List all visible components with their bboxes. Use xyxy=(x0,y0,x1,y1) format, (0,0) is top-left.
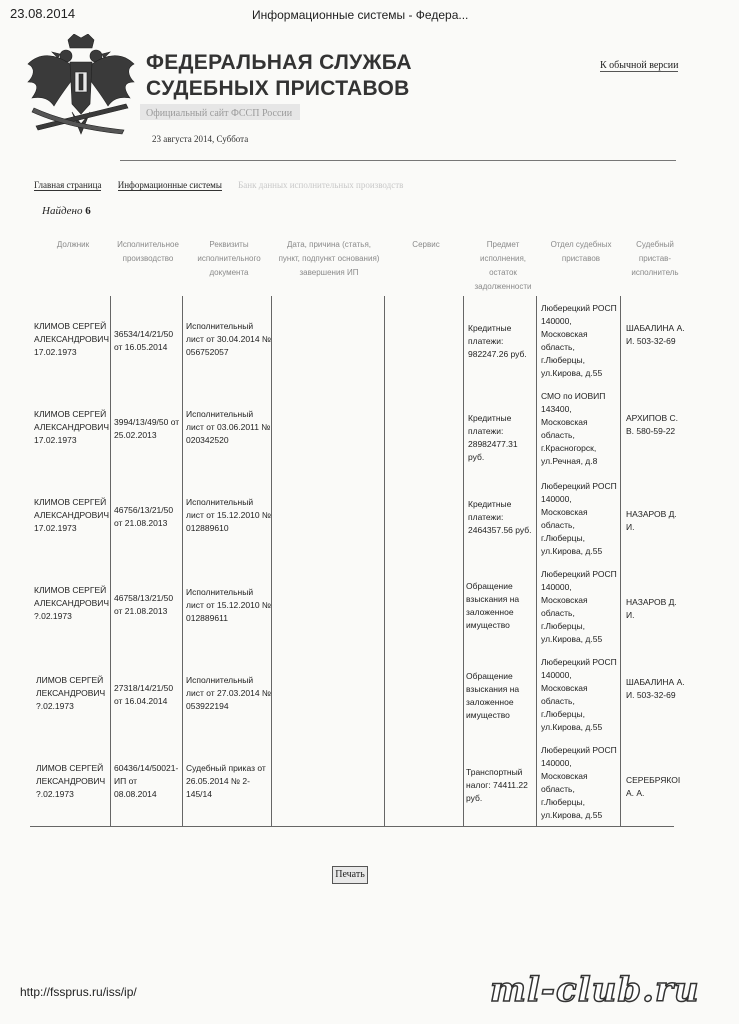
subject-cell: Обращение взыскания на заложенное имущество xyxy=(466,581,520,630)
column-header-completion: Дата, причина (статья, пункт, подпункт основания) завершения ИП xyxy=(278,240,380,277)
column-divider xyxy=(182,296,183,826)
document-cell: Исполнительный лист от 03.06.2011 № 020342520 xyxy=(186,409,271,445)
organization-name-line-2: СУДЕБНЫХ ПРИСТАВОВ xyxy=(146,77,410,100)
department-cell: Люберецкий РОСП 140000, Московская область, г.Люберцы, ул.Кирова, д.55 xyxy=(541,569,617,644)
breadcrumb xyxy=(34,180,417,190)
debtor-cell: ЛИМОВ СЕРГЕЙ ЛЕКСАНДРОВИЧ ?.02.1973 xyxy=(36,675,106,711)
organization-name-line-1: ФЕДЕРАЛЬНАЯ СЛУЖБА xyxy=(146,51,412,74)
proceeding-cell: 3994/13/49/50 от 25.02.2013 xyxy=(114,417,180,440)
department-cell: Люберецкий РОСП 140000, Московская область, г.Люберцы, ул.Кирова, д.55 xyxy=(541,657,617,732)
proceeding-cell: 46758/13/21/50 от 21.08.2013 xyxy=(114,593,174,616)
print-page-title: Информационные системы - Федера... xyxy=(252,8,469,22)
department-cell: Люберецкий РОСП 140000, Московская область, г.Люберцы, ул.Кирова, д.55 xyxy=(541,303,617,378)
debtor-cell: КЛИМОВ СЕРГЕЙ АЛЕКСАНДРОВИЧ ?.02.1973 xyxy=(34,585,110,621)
subject-cell: Кредитные платежи: 982247.26 руб. xyxy=(468,323,527,359)
results-count-value: 6 xyxy=(85,205,91,217)
print-button[interactable]: Печать xyxy=(332,866,368,884)
bailiff-cell: ШАБАЛИНА А. И. 503-32-69 xyxy=(626,323,685,346)
organization-name xyxy=(146,50,412,102)
document-cell: Исполнительный лист от 30.04.2014 № 056752057 xyxy=(186,321,272,357)
department-cell: Люберецкий РОСП 140000, Московская область, г.Люберцы, ул.Кирова, д.55 xyxy=(541,481,617,556)
proceeding-cell: 36534/14/21/50 от 16.05.2014 xyxy=(114,329,174,352)
subject-cell: Кредитные платежи: 28982477.31 руб. xyxy=(468,413,518,462)
column-header-department: Отдел судебных приставов xyxy=(550,240,612,263)
column-divider xyxy=(110,296,111,826)
department-cell: Люберецкий РОСП 140000, Московская область, г.Люберцы, ул.Кирова, д.55 xyxy=(541,745,617,820)
header-divider xyxy=(120,160,676,161)
column-divider xyxy=(620,296,621,826)
debtor-cell: КЛИМОВ СЕРГЕЙ АЛЕКСАНДРОВИЧ 17.02.1973 xyxy=(34,497,110,533)
normal-version-link[interactable]: К обычной версии xyxy=(600,60,679,71)
column-divider xyxy=(463,296,464,826)
proceeding-cell: 60436/14/50021-ИП от 08.08.2014 xyxy=(114,763,179,799)
column-header-service: Сервис xyxy=(412,240,440,249)
breadcrumb-info-systems-link[interactable]: Информационные системы xyxy=(117,180,222,190)
watermark: ml-club.ru xyxy=(490,970,700,1010)
results-count xyxy=(42,205,91,217)
proceeding-cell: 27318/14/21/50 от 16.04.2014 xyxy=(114,683,174,706)
double-headed-eagle-emblem-icon xyxy=(26,34,136,146)
subject-cell: Транспортный налог: 74411.22 руб. xyxy=(466,767,528,803)
column-divider xyxy=(536,296,537,826)
proceeding-cell: 46756/13/21/50 от 21.08.2013 xyxy=(114,505,174,528)
table-bottom-border xyxy=(30,826,674,827)
bailiff-cell: НАЗАРОВ Д. И. xyxy=(626,509,677,532)
column-header-document: Реквизиты исполнительного документа xyxy=(197,240,261,277)
footer-url: http://fssprus.ru/iss/ip/ xyxy=(20,985,137,999)
subject-cell: Обращение взыскания на заложенное имущество xyxy=(466,671,520,720)
bailiff-cell: СЕРЕБРЯКОІ А. А. xyxy=(626,775,681,798)
column-header-proceeding: Исполнительное производство xyxy=(117,240,179,263)
current-date: 23 августа 2014, Суббота xyxy=(152,134,249,144)
document-cell: Исполнительный лист от 15.12.2010 № 012889611 xyxy=(186,587,272,623)
subject-cell: Кредитные платежи: 2464357.56 руб. xyxy=(468,499,532,535)
bailiff-cell: НАЗАРОВ Д. И. xyxy=(626,597,677,620)
column-header-subject: Предмет исполнения, остаток задолженности xyxy=(474,240,532,291)
document-cell: Судебный приказ от 26.05.2014 № 2-145/14 xyxy=(186,763,266,799)
column-header-bailiff: Судебный пристав-исполнитель xyxy=(631,240,679,277)
debtor-cell: КЛИМОВ СЕРГЕЙ АЛЕКСАНДРОВИЧ 17.02.1973 xyxy=(34,321,110,357)
debtor-cell: КЛИМОВ СЕРГЕЙ АЛЕКСАНДРОВИЧ 17.02.1973 xyxy=(34,409,110,445)
column-divider xyxy=(384,296,385,826)
results-count-label: Найдено xyxy=(42,205,83,217)
bailiff-cell: АРХИПОВ С. В. 580-59-22 xyxy=(626,413,678,436)
site-subtitle: Официальный сайт ФССП России xyxy=(146,108,293,119)
debtor-cell: ЛИМОВ СЕРГЕЙ ЛЕКСАНДРОВИЧ ?.02.1973 xyxy=(36,763,106,799)
print-date: 23.08.2014 xyxy=(10,6,76,21)
breadcrumb-home-link[interactable]: Главная страница xyxy=(34,180,102,190)
column-header-debtor: Должник xyxy=(56,240,90,249)
column-divider xyxy=(271,296,272,826)
breadcrumb-current-page: Банк данных исполнительных производств xyxy=(238,180,404,190)
document-cell: Исполнительный лист от 27.03.2014 № 053922194 xyxy=(186,675,272,711)
bailiff-cell: ШАБАЛИНА А. И. 503-32-69 xyxy=(626,677,685,700)
department-cell: СМО по ИОВИП 143400, Московская область, г.Красногорск, ул.Речная, д.8 xyxy=(541,391,606,466)
document-cell: Исполнительный лист от 15.12.2010 № 012889610 xyxy=(186,497,272,533)
